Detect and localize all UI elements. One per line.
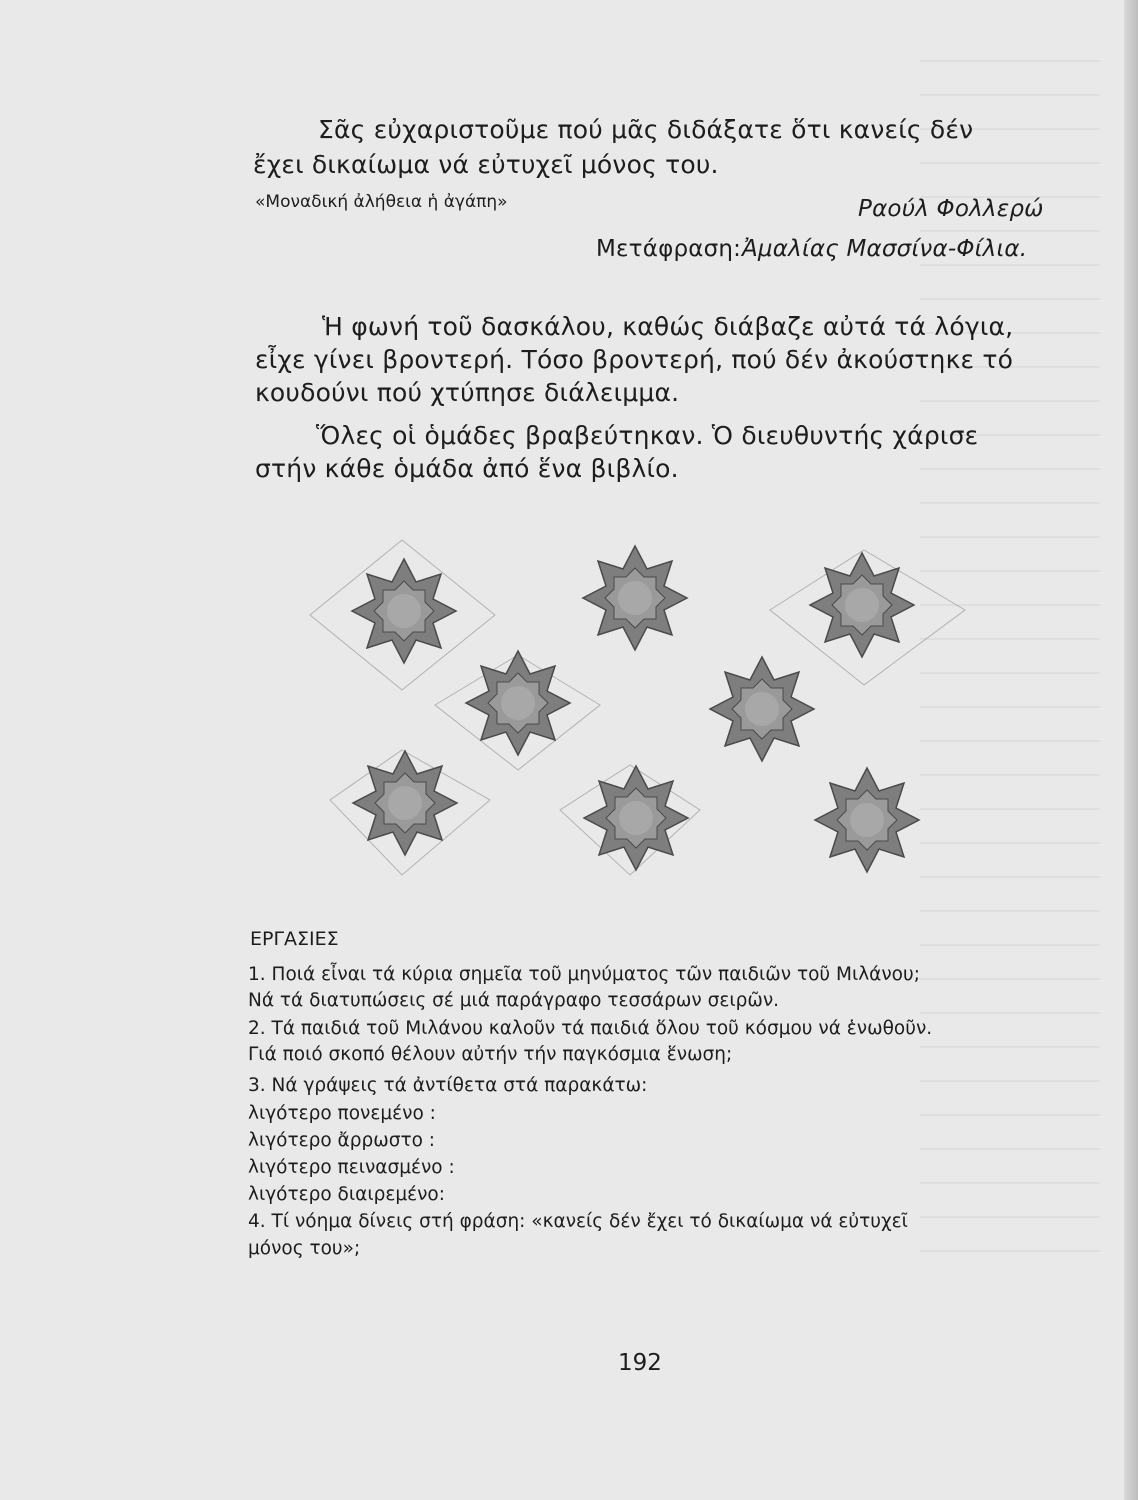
star-icon <box>815 768 919 872</box>
paragraph2-line-1: Ὅλες οἱ ὁμάδες βραβεύτηκαν. Ὁ διευθυντής χάρισε <box>316 421 979 450</box>
exercise-3-item: λιγότερο πονεμένο : <box>248 1103 436 1124</box>
exercise-1-line-1: 1. Ποιά εἶναι τά κύρια σημεῖα τοῦ μηνύματος τῶν παιδιῶν τοῦ Μιλάνου; <box>248 964 920 985</box>
paragraph1-line-2: εἶχε γίνει βροντερή. Τόσο βροντερή, πού δέν ἀκούστηκε τό <box>255 345 1014 374</box>
star-icon <box>710 657 814 761</box>
exercise-3-item: λιγότερο πεινασμένο : <box>248 1157 455 1178</box>
star-icon <box>810 553 914 657</box>
exercise-3-item: λιγότερο διαιρεμένο: <box>248 1184 445 1205</box>
exercise-4-line-1: 4. Τί νόημα δίνεις στή φράση: «κανείς δέν ἔχει τό δικαίωμα νά εὐτυχεῖ <box>248 1211 908 1232</box>
star-icon <box>353 751 457 855</box>
exercise-4-line-2: μόνος του»; <box>248 1238 361 1259</box>
star-icon <box>466 651 570 755</box>
star-icon <box>352 559 456 663</box>
intro-line-1: Σᾶς εὐχαριστοῦμε πού μᾶς διδάξατε ὅτι κανείς δέν <box>318 115 974 144</box>
intro-line-2: ἔχει δικαίωμα νά εὐτυχεῖ μόνος του. <box>253 150 719 179</box>
paragraph2-line-2: στήν κάθε ὁμάδα ἀπό ἕνα βιβλίο. <box>255 454 679 483</box>
paragraph1-line-3: κουδούνι πού χτύπησε διάλειμμα. <box>255 378 680 407</box>
exercise-2-line-1: 2. Τά παιδιά τοῦ Μιλάνου καλοῦν τά παιδιά ὅλου τοῦ κόσμου νά ἑνωθοῦν. <box>248 1018 933 1039</box>
paragraph1-line-1: Ἡ φωνή τοῦ δασκάλου, καθώς διάβαζε αὐτά τά λόγια, <box>322 312 1014 341</box>
page-spine-shadow <box>1124 0 1138 1500</box>
source-author: Ραούλ Φολλερώ <box>858 196 1044 222</box>
star-icon <box>584 766 688 870</box>
star-illustration <box>230 535 990 915</box>
translator: Ἀμαλίας Μασσίνα-Φίλια. <box>742 236 1028 262</box>
source-title: «Μοναδική ἀλήθεια ἡ ἀγάπη» <box>255 192 508 212</box>
star-icon <box>583 546 687 650</box>
page-number: 192 <box>618 1350 662 1376</box>
exercise-1-line-2: Νά τά διατυπώσεις σέ μιά παράγραφο τεσσάρων σειρῶν. <box>248 990 780 1011</box>
exercises-heading: ΕΡΓΑΣΙΕΣ <box>250 928 339 950</box>
exercise-3-line-1: 3. Νά γράψεις τά ἀντίθετα στά παρακάτω: <box>248 1075 648 1096</box>
exercise-2-line-2: Γιά ποιό σκοπό θέλουν αὐτήν τήν παγκόσμια ἕνωση; <box>248 1044 733 1065</box>
exercise-3-item: λιγότερο ἄρρωστο : <box>248 1130 436 1151</box>
translation-label: Μετάφραση: <box>596 236 742 262</box>
